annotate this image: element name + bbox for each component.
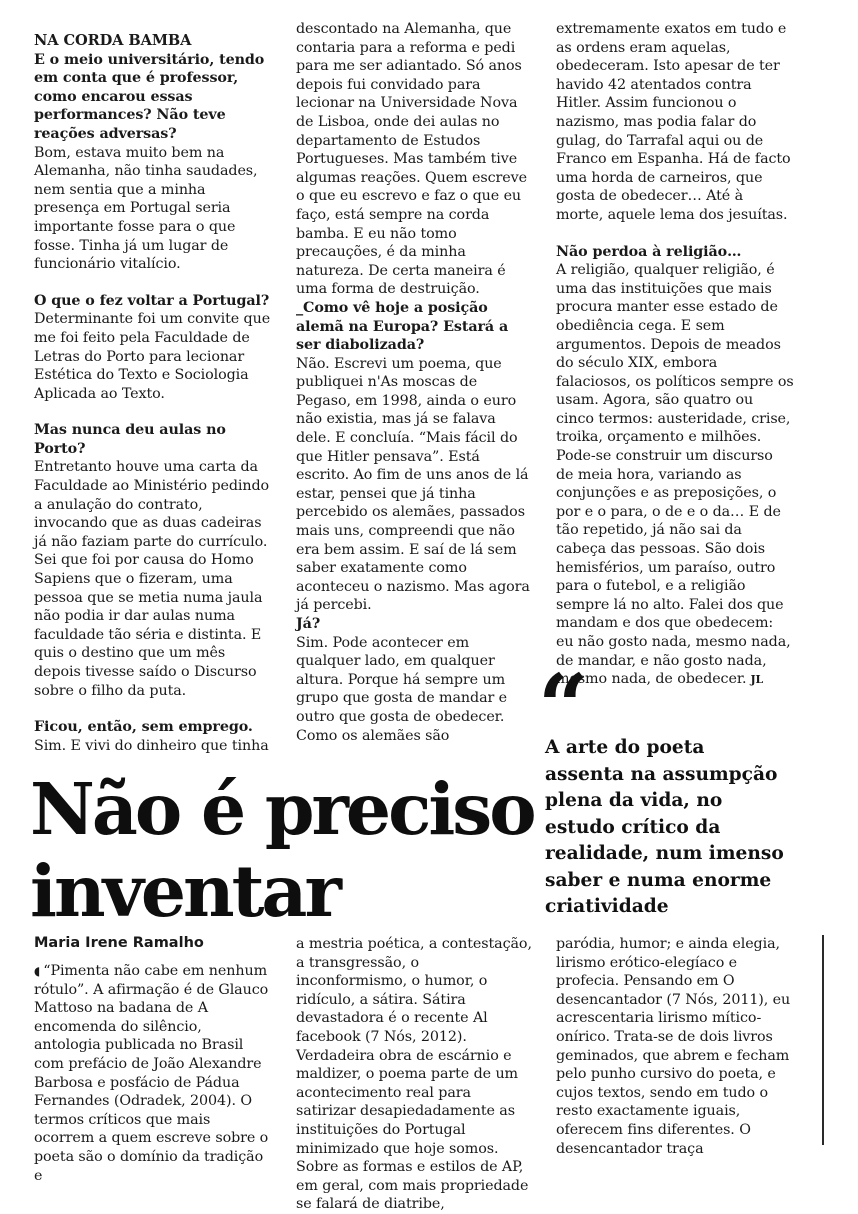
lead-mark-icon: ◖ xyxy=(34,964,41,978)
headline-line-1: Não é preciso xyxy=(30,767,534,851)
paragraph-gap xyxy=(556,225,794,243)
headline-line-2: inventar xyxy=(30,849,339,933)
interview-column-2 xyxy=(296,20,534,745)
article-column-1 xyxy=(34,962,272,1185)
signoff-mark: JL xyxy=(750,673,764,687)
paragraph-gap xyxy=(34,403,272,421)
interview-answer: A religião, qualquer religião, é uma das instituições que mais procura manter esse estado de obediência cega. E sem argumentos. Depois de meados do século XIX, embora falaciosos, os políticos sempre os usam. Agora, são quatro ou cinco termos: austeridade, crise, troika, orçamento e milhões. Pode-se construir um discurso de meia hora, variando as conjunções e as preposições, o por e o para, o de e o da… E de tão repetido, já não sai da cabeça das pessoas. São dois hemisférios, um paraíso, outro para o futebol, e a religião sempre lá no alto. Falei dos que mandam e dos que obedecem: eu não gosto nada, mesmo nada, de mandar, e não gosto nada, mesmo nada, de obedecer. xyxy=(556,262,794,688)
pull-quote: A arte do poeta assenta na assumpção plena da vida, no estudo crítico da realidade, num imenso saber e numa enorme criatividade xyxy=(545,737,784,917)
paragraph-gap xyxy=(34,274,272,292)
section-heading: NA CORDA BAMBA xyxy=(34,32,192,49)
interview-column-1 xyxy=(34,32,272,755)
author-byline: Maria Irene Ramalho xyxy=(34,935,204,951)
interview-question: _Como vê hoje a posição alemã na Europa? Estará a ser diabolizada? xyxy=(296,299,509,354)
interview-question: E o meio universitário, tendo em conta que é professor, como encarou essas performances? Não teve reações adversas? xyxy=(34,51,265,142)
interview-column-3 xyxy=(556,20,794,690)
quote-mark-icon: “ xyxy=(538,654,589,758)
interview-question: Já? xyxy=(296,616,321,632)
interview-question: Mas nunca deu aulas no Porto? xyxy=(34,422,226,457)
interview-answer: Bom, estava muito bem na Alemanha, não tinha saudades, nem sentia que a minha presença em Portugal seria importante fosse para o que fosse. Tinha já um lugar de funcionário vitalício. xyxy=(34,144,258,273)
article-text-2: a mestria poética, a contestação, a transgressão, o inconformismo, o humor, o ridículo, a sátira. Sátira devastadora é o recente Al facebook (7 Nós, 2012). Verdadeira obra de escárnio e maldizer, o poema parte de um acontecimento real para satirizar desapiedadamente as instituições do Portugal minimizado que hoje somos. Sobre as formas e estilos de AP, em geral, com mais propriedade se falará de diatribe, xyxy=(296,936,532,1213)
article-text-1: “Pimenta não cabe em nenhum rótulo”. A afirmação é de Glauco Mattoso na badana de A encomenda do silêncio, antologia publicada no Brasil com prefácio de João Alexandre Barbosa e posfácio de Pádua Fernandes (Odradek, 2004). O termos críticos que mais ocorrem a quem escreve sobre o poeta são o domínio da tradição e xyxy=(34,963,269,1184)
interview-question: Ficou, então, sem emprego. xyxy=(34,719,253,736)
interview-answer: Sim. Pode acontecer em qualquer lado, em qualquer altura. Porque há sempre um grupo que gosta de mandar e outro que gosta de obedecer. Como os alemães são xyxy=(296,634,508,744)
paragraph-gap xyxy=(34,700,272,718)
column-rule xyxy=(822,935,824,1145)
article-headline xyxy=(30,768,550,932)
interview-answer: Determinante foi um convite que me foi feito pela Faculdade de Letras do Porto para lecionar Estética do Texto e Sociologia Aplicada ao Texto. xyxy=(34,311,271,402)
interview-answer: extremamente exatos em tudo e as ordens eram aquelas, obedeceram. Isto apesar de ter havido 42 atentados contra Hitler. Assim funcionou o nazismo, mas podia falar do gulag, do Tarrafal aqui ou de Franco em Espanha. Há de facto uma horda de carneiros, que gosta de obedecer… Até à morte, aquele lema dos jesuítas. xyxy=(556,21,791,223)
interview-answer: descontado na Alemanha, que contaria para a reforma e pedi para me ser adiantado. Só anos depois fui convidado para lecionar na Universidade Nova de Lisboa, onde dei aulas no departamento de Estudos Portugueses. Mas também tive algumas reações. Quem escreve o que eu escrevo e faz o que eu faço, está sempre na corda bamba. E eu não tomo precauções, é da minha natureza. De certa maneira é uma forma de destruição. xyxy=(296,21,527,298)
article-column-3 xyxy=(556,935,794,1158)
interview-question: Não perdoa à religião… xyxy=(556,243,742,260)
interview-answer: Não. Escrevi um poema, que publiquei n'As moscas de Pegaso, em 1998, ainda o euro não existia, mas já se falava dele. E concluía. “Mais fácil do que Hitler pensava”. Está escrito. Ao fim de uns anos de lá estar, pensei que já tinha percebido os alemães, passados mais uns, compreendi que não era bem assim. E saí de lá sem saber exatamente como aconteceu o nazismo. Mas agora já percebi. xyxy=(296,355,530,614)
article-column-2 xyxy=(296,935,534,1214)
interview-question: O que o fez voltar a Portugal? xyxy=(34,292,270,309)
interview-answer: Sim. E vivi do dinheiro que tinha xyxy=(34,737,269,754)
article-text-3: paródia, humor; e ainda elegia, lirismo erótico-elegíaco e profecia. Pensando em O desencantador (7 Nós, 2011), eu acrescentaria lirismo mítico-onírico. Trata-se de dois livros geminados, que abrem e fecham pelo punho cursivo do poeta, e cujos textos, sendo em tudo o resto exactamente iguais, oferecem fins diferentes. O desencantador traça xyxy=(556,936,791,1157)
interview-answer: Entretanto houve uma carta da Faculdade ao Ministério pedindo a anulação do contrato, invocando que as duas cadeiras já não faziam parte do currículo. Sei que foi por causa do Homo Sapiens que o fizeram, uma pessoa que se metia numa jaula não podia ir dar aulas numa faculdade tão séria e distinta. E quis o destino que um mês depois tivesse saído o Discurso sobre o filho da puta. xyxy=(34,459,270,699)
